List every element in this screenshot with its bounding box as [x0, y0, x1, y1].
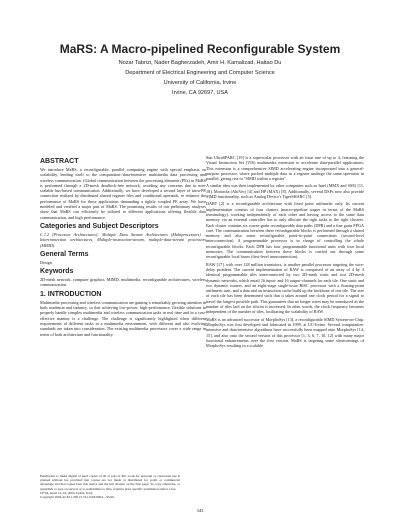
affiliation-university: University of California, Irvine	[163, 80, 237, 86]
conference-line: CF'04, April 14–16, 2004, Ischia, Italy.	[40, 490, 93, 495]
keywords-heading: Keywords	[40, 268, 74, 276]
affiliation-city: Irvine, CA 92697, USA	[172, 90, 228, 96]
abstract-heading: ABSTRACT	[40, 158, 79, 165]
categories-text: C.1.2 [Processor Architectures]: Multiple Data Stream Architectures (Multiprocessors) – Interconnection architectures, Multiple-instruction-stream, multiple-data-stream processors (MIMD).	[40, 231, 206, 248]
right-column	[206, 155, 364, 513]
introduction-heading: 1. INTRODUCTION	[40, 290, 102, 298]
paragraph-ultrasparc: Sun UltraSPARC [19] is a superscalar processor with an issue rate of up to 4, featuring the Visual Instruction Set (VIS) multimedia extension to accelerate data-parallel applications. This extension is a comprehensive SIMD accelerating engine incorporated into a general-purpose processor, where packed multiple data in a register undergo the same operation in parallel, giving rise to "SIMD within a register".	[206, 155, 364, 182]
copyright-footnote	[40, 474, 180, 499]
abstract-text: We introduce MaRS, a reconfigurable, parallel computing engine with special emphasis on scalability, lending itself to the computation-/data-intensive multimedia data processing and wireless communication. (Global communication between the processing elements (PEs) in MaRS is performed through a 2D-mesh deadlock-free network, avoiding any concerns due to non-scalable bus-based communication. Additionally, we have developed a second layer of intra-PE connection realized by distributed shared register files and conditional operands, to enhance the performance of MaRS for those applications demanding a tightly coupled PE array. We have modeled and verified a major part of MaRS. The promising results of our preliminary analyses show that MaRS can efficiently be tailored to different applications offering flexible data communication, and high performance.	[40, 167, 206, 220]
general-terms-heading: General Terms	[40, 250, 89, 258]
author-list: Nozar Tabrizi, Nader Bagherzadeh, Amir H. Kamalizad, Haitao Du	[118, 60, 282, 66]
left-column	[40, 155, 206, 513]
paragraph-raw: RAW [17], with over 128 million transistors, is another parallel processor targeting the wire-delay problem. The current implementation of RAW is comprised of an array of 4 by 4 identical programmable tiles interconnected by two 2D-mesh static and two 2D-mesh dynamic networks, which entail 16 input- and 16 output-channels for each tile. One static and two dynamic routers, and an eight-stage single-issue RISC processor with a floating-point arithmetic unit, and a data and an instruction cache build up the backbone of one tile. The size of each tile has been determined such that it takes around one clock period for a signal to travel the longest possible path. This guarantees that no longer wires may be introduced as the number of tiles laid on the silicon is increased. In other words, the clock frequency becomes independent of the number of tiles, facilitating the scalability of RAW.	[206, 261, 364, 315]
introduction-text: Multimedia processing and wireless communication are gaining a remarkably growing attention in both academia and industry, so that achieving low-power, high-performance, flexible solutions to properly handle complex multimedia and wireless communication tasks in real time and in a cost-effective manner is a challenge. The challenge is significantly highlighted when different requirements of different tasks in a multimedia environment, with different and also evolving standards are taken into consideration. The existing multimedia processors cover a wide range in terms of both architecture and functionality.	[40, 299, 206, 337]
keywords-text: 2D-mesh network, computer graphics, MIMD, multimedia, reconfigurable architectures, wireless communication.	[40, 277, 206, 288]
paragraph-dart: DART [2] is a reconfigurable architecture with fixed point arithmetic only. Its current implementation consists of four clusters (macro-pipeline stages in terms of the MaRS terminology), working independently of each other and having access to the same data memory via an external controller has to only allocate the right tasks to the right clusters. Each cluster contains six coarse-grain reconfigurable data paths (DPR) and a fine grain FPGA core. The communication between these reconfigurable blocks is performed through a shared memory and also some reconfigurable point-to-point connections (second-level interconnection). A programmable processor is in charge of controlling the whole reconfigurable blocks. Each DPR has four programmable functional units with four local memories. The communication between these blocks is carried out through some reconfigurable local buses (first-level interconnection).	[206, 201, 364, 260]
copyright-line: Copyright 2004 ACM 1-58113-741-9/04/0004…$5.00.	[40, 495, 115, 500]
page-number: 343	[196, 508, 204, 513]
permission-notice: Permission to make digital or hard copies of all or part of this work for personal or classroom use is granted without fee provided that copies are not made or distributed for profit or commercial advantage and that copies bear this notice and the full citation on the first page. To copy otherwise, or republish, to post on servers or to redistribute to lists, requires prior specific permission and/or a fee.	[40, 474, 180, 491]
paragraph-simd-extensions: A similar idea was then implemented by other companies such as Intel (MMX and SSE) [11, 18], Motorola (AltiVec) [4] and HP (MAX) [8]. Additionally, several DSPs now also provide SIMD functionality, such as Analog Device's TigerSHARC [5].	[206, 183, 364, 200]
paragraph-morphosys: MaRS is an advanced successor of MorphoSys [13], a reconfigurable SIMD System-on-Chip. MorphoSys was first developed and fabricated in 1999, at UC-Irvine. Several computation-intensive and data-intensive algorithms have successfully been mapped onto MorphoSys [14, 15], and also onto the second version of this processor [1, 3, 6, 7, 10, 12] with many major functional enhancements over the first version. MaRS is targeting some shortcomings of MorphoSys resulting in a scalable	[206, 316, 364, 349]
categories-heading: Categories and Subject Descriptors	[40, 222, 159, 230]
affiliation-department: Department of Electrical Engineering and Computer Science	[125, 70, 275, 76]
general-terms-text: Design	[40, 259, 52, 265]
paper-title: MaRS: A Macro-pipelined Reconfigurable System	[59, 42, 341, 56]
